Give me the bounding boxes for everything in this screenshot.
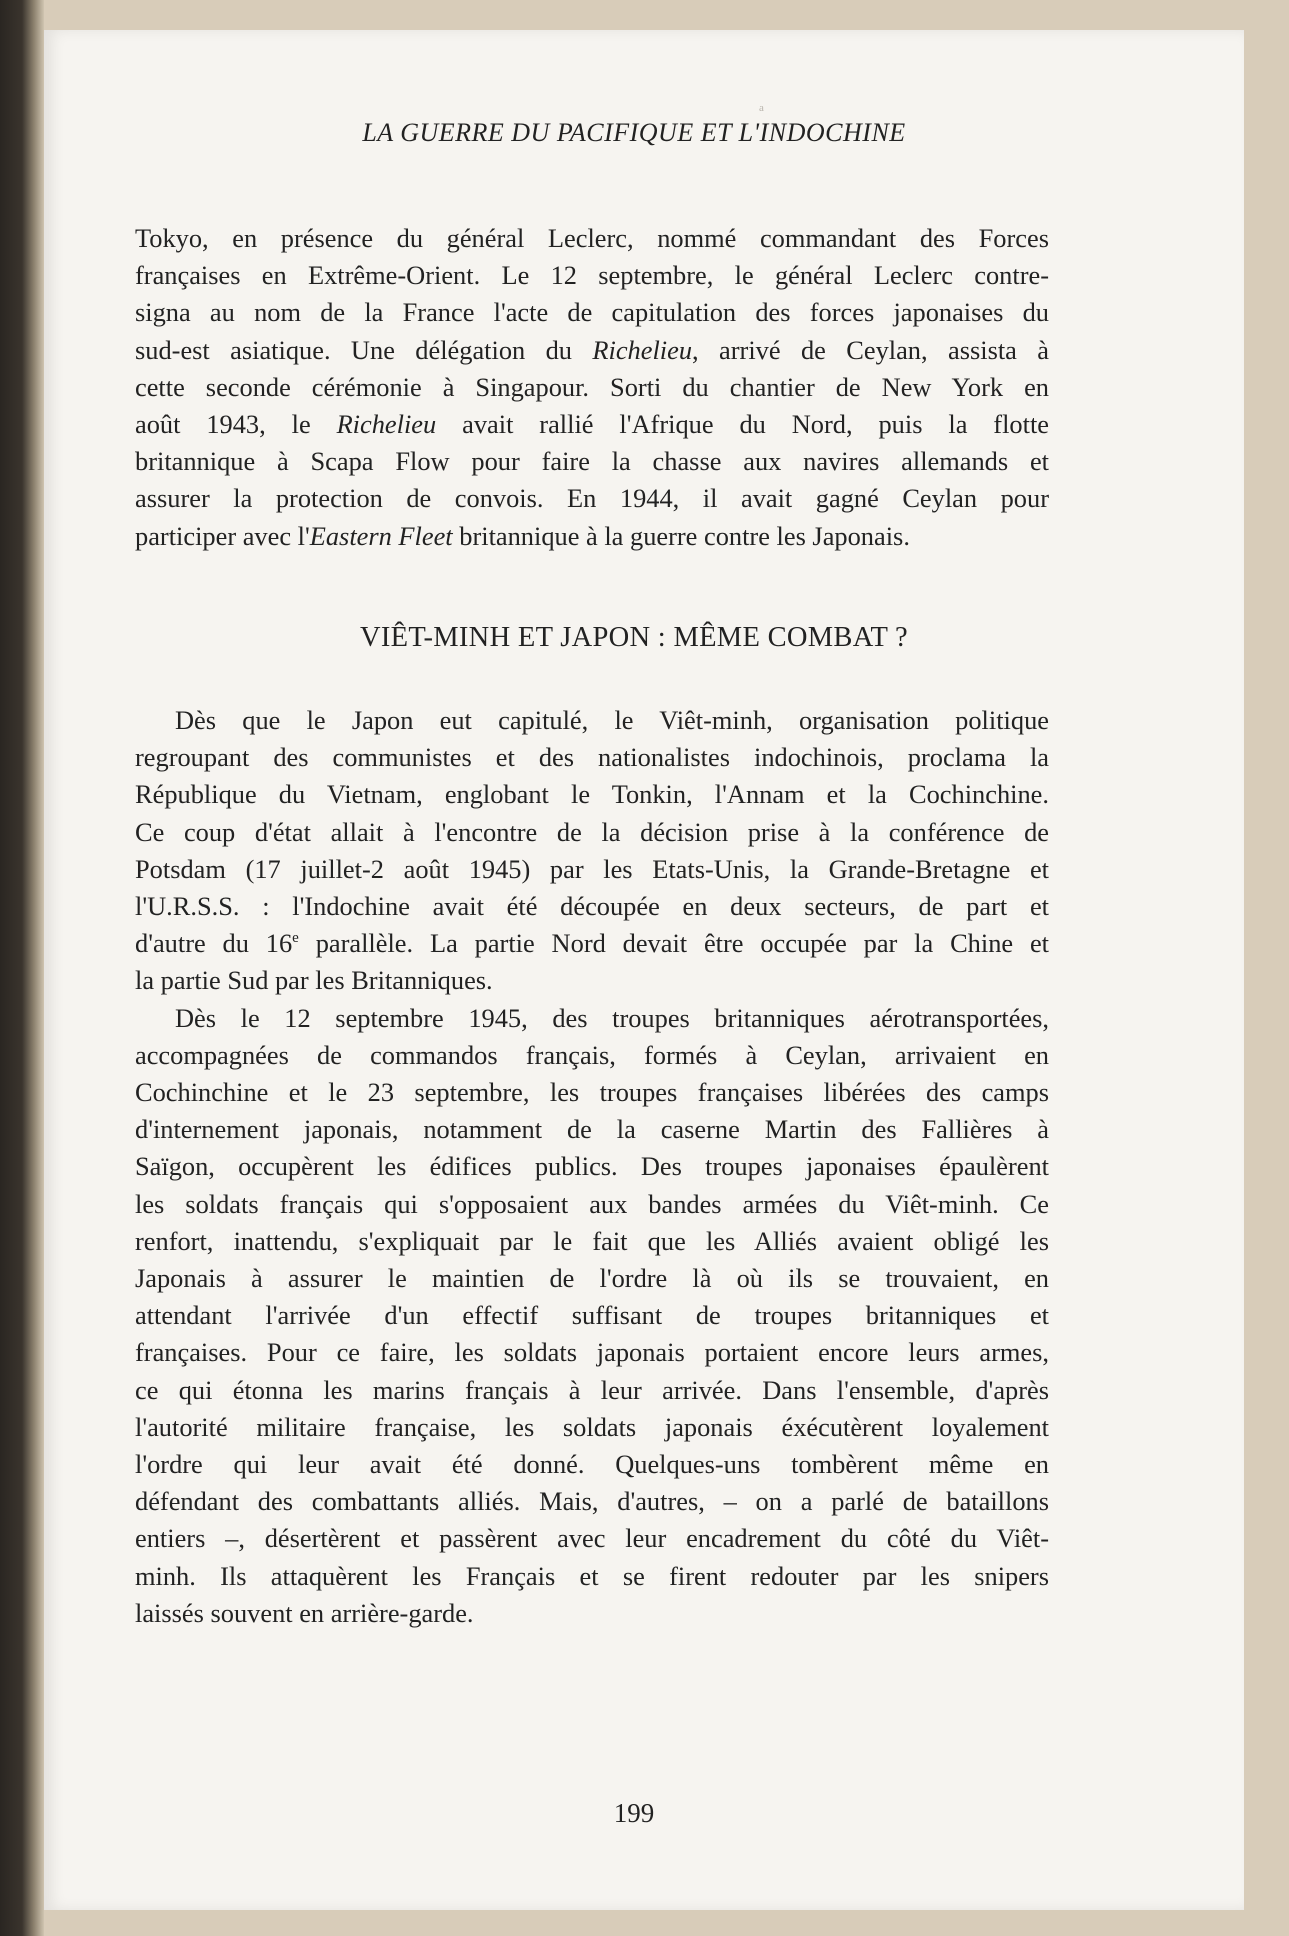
ship-name-italic: Richelieu	[592, 334, 693, 365]
text-line: cette seconde cérémonie à Singapour. Sorti du chantier de New York en	[135, 371, 1049, 402]
text-line: d'internement japonais, notamment de la caserne Martin des Fallières à	[135, 1114, 1049, 1145]
text-line: Japonais à assurer le maintien de l'ordre là où ils se trouvaient, en	[135, 1263, 1049, 1294]
text-line: Cochinchine et le 23 septembre, les troupes françaises libérées des camps	[135, 1077, 1049, 1108]
text-line: Ce coup d'état allait à l'encontre de la décision prise à la conférence de	[135, 816, 1049, 847]
text-line: signa au nom de la France l'acte de capitulation des forces japonaises du	[135, 297, 1049, 328]
text-line: l'ordre qui leur avait été donné. Quelques-uns tombèrent même en	[135, 1449, 1049, 1480]
text-line: françaises. Pour ce faire, les soldats japonais portaient encore leurs armes,	[135, 1337, 1049, 1368]
text-line: participer avec l'Eastern Fleet britannique à la guerre contre les Japonais.	[135, 520, 910, 551]
text-line: République du Vietnam, englobant le Tonkin, l'Annam et la Cochinchine.	[135, 779, 1049, 810]
section-heading: VIÊT-MINH ET JAPON : MÊME COMBAT ?	[359, 622, 909, 653]
text-line: renfort, inattendu, s'expliquait par le fait que les Alliés avaient obligé les	[135, 1225, 1049, 1256]
text-line: ce qui étonna les marins français à leur arrivée. Dans l'ensemble, d'après	[135, 1374, 1049, 1405]
text-line: Potsdam (17 juillet-2 août 1945) par les Etats-Unis, la Grande-Bretagne et	[135, 853, 1049, 884]
text-line: entiers –, désertèrent et passèrent avec leur encadrement du côté du Viêt-	[135, 1523, 1049, 1554]
text-line: d'autre du 16e parallèle. La partie Nord devait être occupée par la Chine et	[135, 928, 1050, 959]
text-line: les soldats français qui s'opposaient aux bandes armées du Viêt-minh. Ce	[135, 1188, 1049, 1219]
text-line: Dès le 12 septembre 1945, des troupes britanniques aérotransportées,	[175, 1002, 1049, 1033]
text-line: l'autorité militaire française, les soldats japonais éxécutèrent loyalement	[135, 1411, 1049, 1442]
text-line: août 1943, le Richelieu avait rallié l'Afrique du Nord, puis la flotte	[135, 409, 1050, 440]
section2-text	[135, 702, 1049, 1632]
text-line: l'U.R.S.S. : l'Indochine avait été découpée en deux secteurs, de part et	[135, 891, 1049, 922]
page-number: 199	[613, 1798, 655, 1828]
text-line: sud-est asiatique. Une délégation du Richelieu, arrivé de Ceylan, assista à	[135, 334, 1049, 365]
text-line: assurer la protection de convois. En 1944, il avait gagné Ceylan pour	[135, 483, 1049, 514]
fleet-name-italic: Eastern Fleet	[309, 520, 453, 551]
text-line: minh. Ils attaquèrent les Français et se firent redouter par les snipers	[135, 1560, 1049, 1591]
text-line: attendant l'arrivée d'un effectif suffisant de troupes britanniques et	[135, 1300, 1049, 1331]
section1-text	[135, 220, 1049, 555]
text-line: Dès que le Japon eut capitulé, le Viêt-minh, organisation politique	[175, 705, 1049, 735]
text-line: la partie Sud par les Britanniques.	[135, 965, 493, 996]
text-line: britannique à Scapa Flow pour faire la chasse aux navires allemands et	[135, 446, 1049, 477]
book-page	[44, 30, 1244, 1910]
text-line: laissés souvent en arrière-garde.	[135, 1597, 474, 1628]
paper-speck: a	[759, 102, 764, 114]
ship-name-italic: Richelieu	[336, 409, 437, 440]
book-spine-shadow	[0, 0, 44, 1936]
text-line: accompagnées de commandos français, formés à Ceylan, arrivaient en	[135, 1039, 1049, 1070]
running-head: LA GUERRE DU PACIFIQUE ET L'INDOCHINE	[362, 118, 906, 147]
text-line: défendant des combattants alliés. Mais, d'autres, – on a parlé de bataillons	[135, 1486, 1049, 1517]
text-line: Saïgon, occupèrent les édifices publics. Des troupes japonaises épaulèrent	[135, 1151, 1049, 1182]
superscript: e	[292, 930, 299, 947]
text-line: françaises en Extrême-Orient. Le 12 septembre, le général Leclerc contre-	[135, 260, 1049, 291]
text-line: regroupant des communistes et des nationalistes indochinois, proclama la	[135, 742, 1049, 773]
text-line: Tokyo, en présence du général Leclerc, nommé commandant des Forces	[135, 223, 1049, 253]
